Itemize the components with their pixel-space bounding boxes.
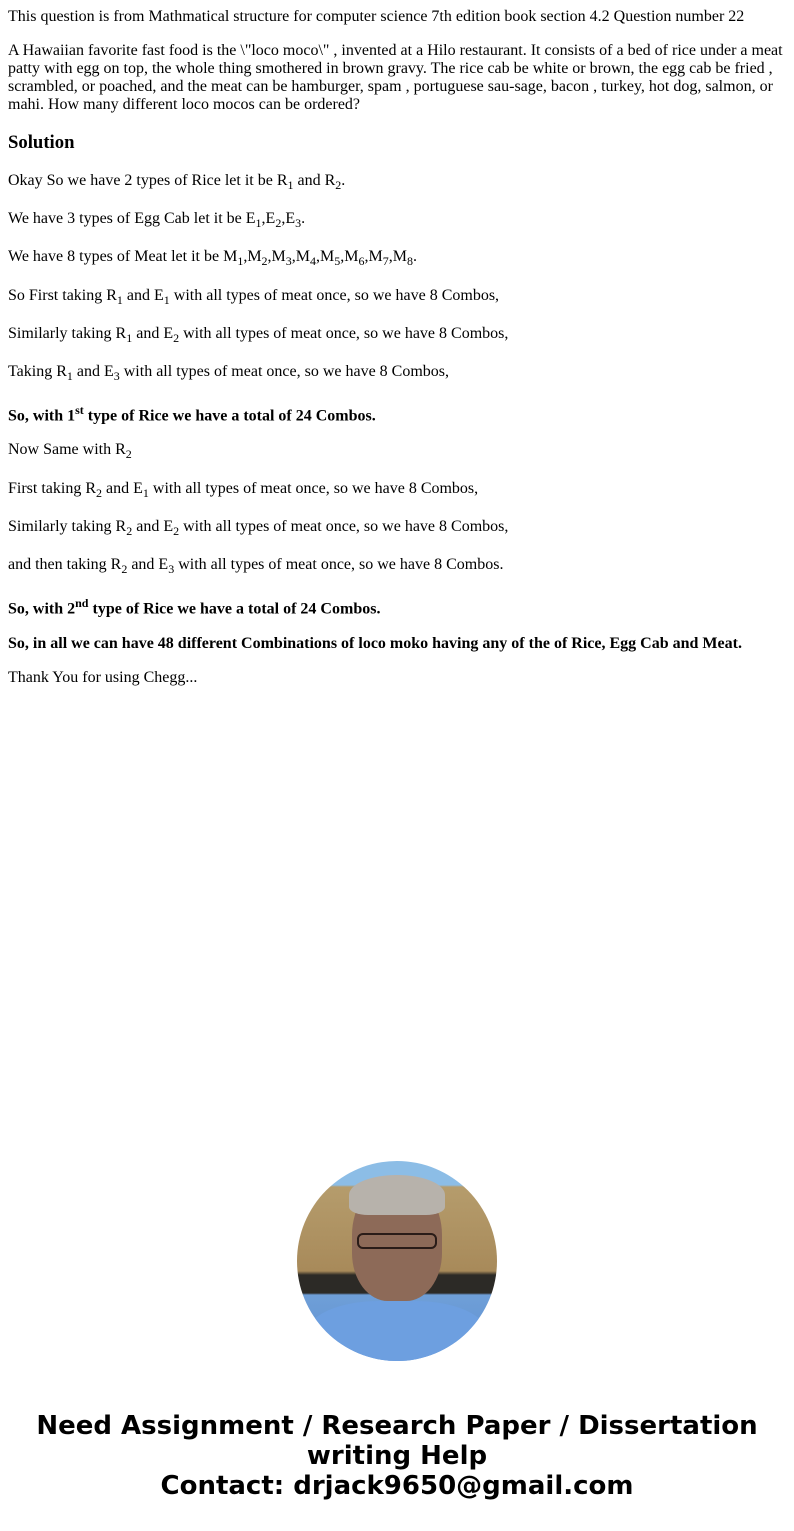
text-segment: with all types of meat once, so we have 8 Combos, (119, 362, 450, 380)
subscript: 1 (116, 292, 123, 307)
subscript: 8 (406, 254, 413, 269)
text-segment: So, with 1 (8, 407, 76, 425)
text-segment: and E (132, 324, 174, 342)
text-segment: We have 3 types of Egg Cab let it be E (8, 210, 256, 228)
solution-paragraph (8, 556, 786, 578)
solution-body (8, 172, 786, 687)
text-segment: and R (293, 172, 336, 189)
solution-paragraph (8, 248, 786, 270)
text-segment: So, in all we can have 48 different Combinations of loco moko having any of the of Rice, Egg Cab and Meat. (8, 634, 742, 652)
subscript: 2 (96, 485, 103, 500)
text-segment: with all types of meat once, so we have 8 Combos, (148, 479, 479, 497)
text-segment: Now Same with R (8, 441, 126, 459)
solution-paragraph (8, 172, 786, 194)
solution-paragraph (8, 325, 786, 347)
text-segment: ,M (316, 248, 335, 266)
solution-paragraph (8, 210, 786, 232)
text-segment: and E (127, 556, 169, 574)
text-segment: So, with 2 (8, 600, 76, 618)
author-photo (297, 1161, 497, 1361)
solution-heading: Solution (8, 132, 75, 153)
subscript: 4 (310, 254, 317, 269)
subscript: 2 (173, 524, 180, 539)
contact-banner (0, 1411, 794, 1501)
text-segment: and E (132, 517, 174, 535)
text-segment: with all types of meat once, so we have 8 Combos, (179, 517, 509, 535)
subscript: 1 (66, 369, 73, 384)
text-segment: and then taking R (8, 556, 122, 574)
subscript: 1 (126, 330, 133, 345)
text-segment: ,M (267, 248, 286, 266)
document-body (0, 8, 794, 687)
text-segment: and E (102, 479, 143, 497)
text-segment: . (301, 210, 306, 228)
subscript: 2 (126, 524, 133, 539)
subscript: 2 (125, 447, 132, 462)
subscript: 2 (121, 562, 128, 577)
subscript: 5 (334, 254, 341, 269)
subscript: 3 (113, 369, 120, 384)
banner-line-2: writing Help (306, 1441, 488, 1471)
question-source: This question is from Mathmatical structure for computer science 7th edition book section 4.2 Question number 22 (8, 8, 745, 25)
subscript: 3 (168, 562, 175, 577)
text-segment: with all types of meat once, so we have 8 Combos, (179, 324, 509, 342)
subscript: 1 (255, 216, 262, 231)
text-segment: with all types of meat once, so we have 8 Combos. (174, 556, 504, 574)
subscript: 7 (382, 254, 389, 269)
text-segment: ,E (281, 210, 296, 228)
text-segment: ,M (340, 248, 359, 266)
text-segment: ,M (291, 248, 311, 266)
supscript: st (75, 403, 84, 418)
solution-paragraph (8, 441, 786, 463)
text-segment: and E (122, 286, 164, 304)
supscript: nd (75, 596, 89, 611)
banner-contact: Contact: drjack9650@gmail.com (160, 1471, 634, 1501)
question-text: A Hawaiian favorite fast food is the \"loco moco\" , invented at a Hilo restaurant. It consists of a bed of rice under a meat patty with egg on top, the whole thing smothered in brown gravy. The rice cab be white or brown, the egg cab be fried , scrambled, or poached, and the meat can be hamburger, spam , portuguese sau-sage, bacon , turkey, hot dog, salmon, or mahi. How many different loco mocos can be ordered? (8, 42, 783, 113)
solution-paragraph (8, 594, 786, 618)
solution-paragraph (8, 401, 786, 425)
text-segment: So First taking R (8, 286, 117, 304)
text-segment: ,M (243, 248, 262, 266)
solution-paragraph (8, 518, 786, 540)
subscript: 2 (173, 330, 180, 345)
text-segment: with all types of meat once, so we have 8 Combos, (169, 286, 500, 304)
text-segment: type of Rice we have a total of 24 Combos. (83, 407, 376, 425)
solution-paragraph (8, 480, 786, 502)
solution-paragraph (8, 363, 786, 385)
subscript: 6 (358, 254, 365, 269)
subscript: 1 (142, 485, 149, 500)
text-segment: Okay So we have 2 types of Rice let it be R (8, 172, 288, 189)
photo-shirt (307, 1301, 487, 1361)
subscript: 2 (335, 178, 342, 193)
photo-hair (349, 1175, 445, 1215)
text-segment: . (412, 248, 417, 266)
text-segment: type of Rice we have a total of 24 Combos. (88, 600, 381, 618)
text-segment: Thank You for using Chegg... (8, 668, 198, 686)
solution-paragraph (8, 669, 786, 687)
subscript: 1 (237, 254, 244, 269)
subscript: 1 (287, 178, 294, 193)
subscript: 2 (275, 216, 282, 231)
text-segment: ,M (364, 248, 383, 266)
banner-line-1: Need Assignment / Research Paper / Dissertation (36, 1411, 758, 1441)
text-segment: We have 8 types of Meat let it be M (8, 248, 238, 266)
text-segment: First taking R (8, 479, 97, 497)
subscript: 3 (285, 254, 292, 269)
text-segment: ,E (261, 210, 276, 228)
subscript: 1 (163, 292, 170, 307)
solution-paragraph (8, 635, 786, 653)
text-segment: ,M (388, 248, 407, 266)
solution-paragraph (8, 287, 786, 309)
subscript: 3 (295, 216, 302, 231)
photo-glasses (357, 1233, 437, 1249)
text-segment: Similarly taking R (8, 324, 127, 342)
text-segment: Taking R (8, 362, 67, 380)
text-segment: . (341, 172, 346, 189)
subscript: 2 (261, 254, 268, 269)
text-segment: Similarly taking R (8, 517, 127, 535)
text-segment: and E (72, 362, 114, 380)
